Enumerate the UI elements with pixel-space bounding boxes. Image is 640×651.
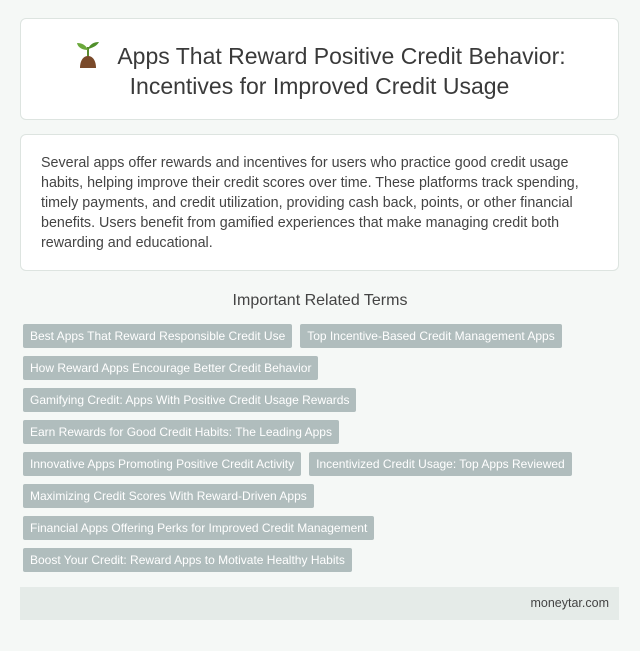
tag-row xyxy=(23,356,583,380)
page-title xyxy=(21,41,618,101)
sprout-icon xyxy=(73,41,103,69)
related-term-tag[interactable]: Earn Rewards for Good Credit Habits: The Leading Apps xyxy=(23,420,339,444)
tag-row xyxy=(23,420,583,444)
summary-card xyxy=(20,134,619,271)
title-card xyxy=(20,18,619,120)
tag-row xyxy=(23,484,583,508)
footer-site-link[interactable]: moneytar.com xyxy=(530,596,609,610)
title-line-2: Incentives for Improved Credit Usage xyxy=(129,73,510,99)
tag-row xyxy=(23,388,583,412)
footer xyxy=(20,587,619,620)
related-term-tag[interactable]: Boost Your Credit: Reward Apps to Motivate Healthy Habits xyxy=(23,548,352,572)
tag-row xyxy=(23,452,583,476)
related-term-tag[interactable]: Incentivized Credit Usage: Top Apps Reviewed xyxy=(309,452,572,476)
related-term-tag[interactable]: Maximizing Credit Scores With Reward-Driven Apps xyxy=(23,484,314,508)
related-term-tag[interactable]: Best Apps That Reward Responsible Credit Use xyxy=(23,324,292,348)
tag-row xyxy=(23,324,583,348)
related-term-tag[interactable]: Innovative Apps Promoting Positive Credit Activity xyxy=(23,452,301,476)
related-term-tag[interactable]: Financial Apps Offering Perks for Improved Credit Management xyxy=(23,516,374,540)
related-term-tag[interactable]: Top Incentive-Based Credit Management Apps xyxy=(300,324,561,348)
related-terms-list xyxy=(23,324,583,580)
related-term-tag[interactable]: Gamifying Credit: Apps With Positive Credit Usage Rewards xyxy=(23,388,356,412)
tag-row xyxy=(23,516,583,540)
related-term-tag[interactable]: How Reward Apps Encourage Better Credit Behavior xyxy=(23,356,318,380)
related-terms-heading: Important Related Terms xyxy=(232,292,408,309)
title-line-1: Apps That Reward Positive Credit Behavior: xyxy=(117,43,566,69)
tag-row xyxy=(23,548,583,572)
summary-text: Several apps offer rewards and incentives for users who practice good credit usage habits, helping improve their credit scores over time. These platforms track spending, timely payments, and credit utilization, providing cash back, points, or other financial benefits. Users benefit from gamified experiences that make managing credit both rewarding and educational. xyxy=(41,155,579,251)
